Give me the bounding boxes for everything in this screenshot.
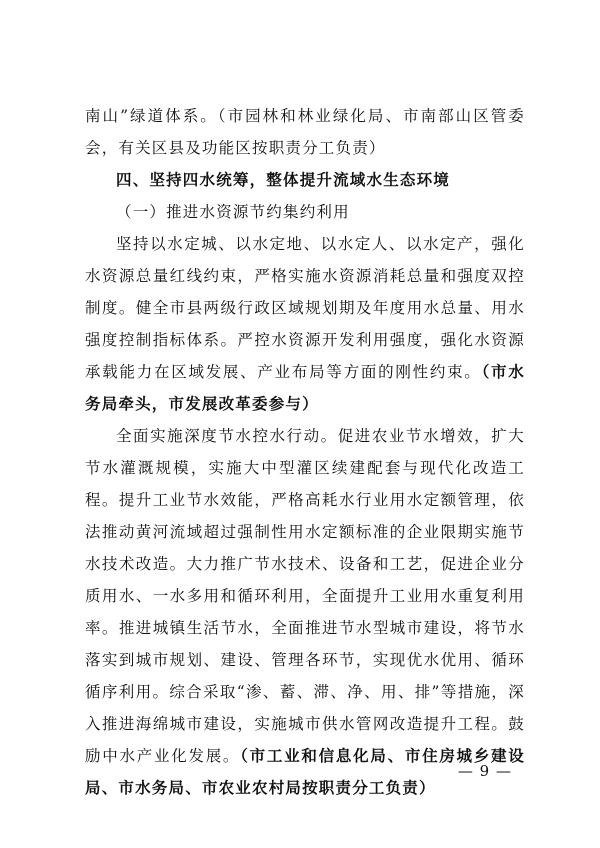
paragraph-water-saving (85, 420, 525, 804)
page-content (85, 100, 525, 804)
paragraph-water-quota (85, 228, 525, 420)
paragraph-water-saving-responsibility: （市工业和信息化局、市住房城乡建设局、市水务局、市农业农村局按职责分工负责） (85, 747, 525, 797)
section-heading: 四、坚持四水统筹，整体提升流域水生态环境 (116, 171, 451, 189)
page-number: — 9 — (457, 762, 512, 780)
subsection-heading: （一）推进水资源节约集约利用 (116, 203, 350, 221)
paragraph-water-quota-responsibility: （市水务局牵头，市发展改革委参与） (85, 363, 525, 413)
paragraph-water-saving-text: 全面实施深度节水控水行动。促进农业节水增效，扩大节水灌溉规模，实施大中型灌区续建配套与现代化改造工程。提升工业节水效能，严格高耗水行业用水定额管理，依法推动黄河流域超过强制性用水定额标准的企业限期实施节水技术改造。大力推广节水技术、设备和工艺，促进企业分质用水、一水多用和循环利用，全面提升工业用水重复利用率。推进城镇生活节水，全面推进节水型城市建设，将节水落实到城市规划、建设、管理各环节，实现优水优用、循环循序利用。综合采取“渗、蓄、滞、净、用、排”等措施，深入推进海绵城市建设，实施城市供水管网改造提升工程。鼓励中水产业化发展。 (85, 427, 525, 765)
paragraph-water-quota-text: 坚持以水定城、以水定地、以水定人、以水定产，强化水资源总量红线约束，严格实施水资源消耗总量和强度双控制度。健全市县两级行政区域规划期及年度用水总量、用水强度控制指标体系。严控水资源开发利用强度，强化水资源承载能力在区域发展、产业布局等方面的刚性约束。 (85, 235, 525, 381)
continued-paragraph-text: 南山”绿道体系。（市园林和林业绿化局、市南部山区管委会，有关区县及功能区按职责分工负责） (85, 107, 525, 157)
continued-paragraph (85, 100, 525, 164)
